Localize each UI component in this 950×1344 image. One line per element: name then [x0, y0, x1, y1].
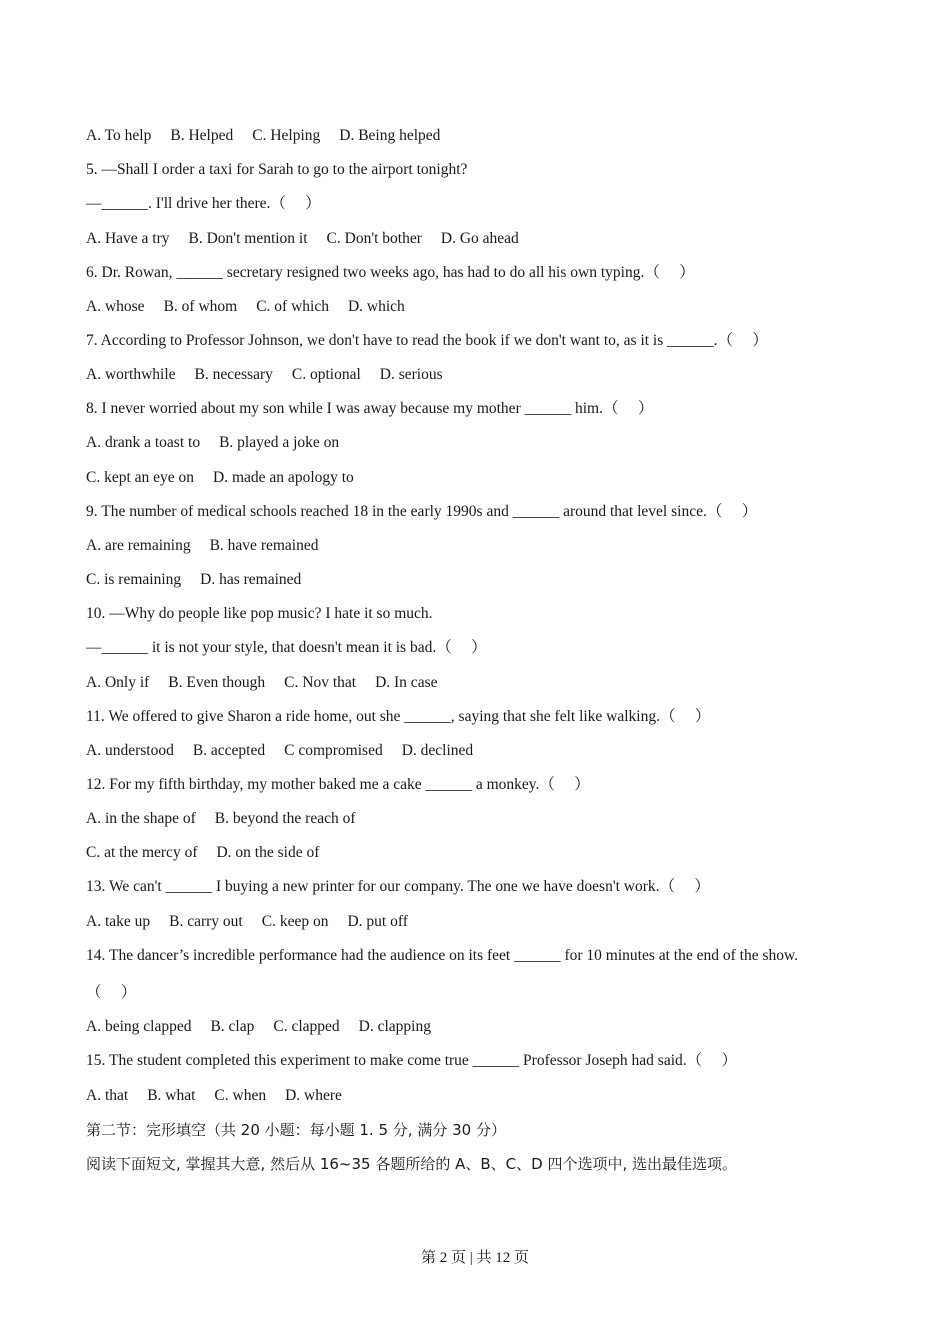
answer-option: C. Don't bother [326, 230, 422, 247]
answer-option: C compromised [284, 742, 383, 759]
answer-option: C. keep on [261, 913, 329, 930]
section-heading-text: 阅读下面短文, 掌握其大意, 然后从 16~35 各题所给的 A、B、C、D 四个选项中, 选出最佳选项。 [86, 1155, 738, 1173]
answer-options [86, 468, 910, 488]
answer-option: B. clap [210, 1018, 255, 1035]
answer-option: A. Have a try [86, 230, 170, 247]
answer-option: C. is remaining [86, 571, 182, 588]
answer-option: C. clapped [273, 1018, 340, 1035]
answer-options [86, 229, 910, 249]
question-text-span: （ ） [86, 984, 137, 1001]
question-text-span: 14. The dancer’s incredible performance had the audience on its feet ______ for 10 minutes at the end of the show. [86, 947, 799, 964]
answer-option: D. Being helped [339, 127, 441, 144]
question-text [86, 194, 910, 214]
question-text-span: 11. We offered to give Sharon a ride home, out she ______, saying that she felt like walking.（ ） [86, 708, 711, 725]
answer-option: B. of whom [163, 298, 238, 315]
question-text [86, 604, 910, 624]
answer-option: D. has remained [200, 571, 302, 588]
answer-option: A. take up [86, 913, 151, 930]
question-text-span: 9. The number of medical schools reached 18 in the early 1990s and ______ around that level since.（ ） [86, 503, 758, 520]
section-heading-text: 第二节：完形填空（共 20 小题：每小题 1. 5 分, 满分 30 分） [86, 1121, 506, 1139]
question-text-span: —______. I'll drive her there.（ ） [86, 195, 321, 212]
answer-options [86, 843, 910, 863]
answer-option: C. Helping [252, 127, 321, 144]
question-text [86, 399, 910, 419]
answer-option: D. made an apology to [213, 469, 354, 486]
question-text-span: 7. According to Professor Johnson, we don't have to read the book if we don't want to, as it is ______.（ ） [86, 332, 768, 349]
question-text [86, 263, 910, 283]
question-text [86, 160, 910, 180]
question-text [86, 502, 910, 522]
answer-option: A. in the shape of [86, 810, 196, 827]
answer-option: D. In case [375, 674, 438, 691]
answer-options [86, 536, 910, 556]
answer-option: B. carry out [169, 913, 243, 930]
question-text [86, 775, 910, 795]
answer-options [86, 365, 910, 385]
question-text [86, 1051, 910, 1071]
question-text [86, 877, 910, 897]
question-text-span: 13. We can't ______ I buying a new printer for our company. The one we have doesn't work.（ ） [86, 878, 710, 895]
answer-option: C. kept an eye on [86, 469, 195, 486]
answer-options [86, 809, 910, 829]
answer-option: C. at the mercy of [86, 844, 198, 861]
question-text-span: —______ it is not your style, that doesn't mean it is bad.（ ） [86, 639, 487, 656]
answer-options [86, 741, 910, 761]
answer-option: D. declined [401, 742, 474, 759]
answer-option: A. worthwhile [86, 366, 176, 383]
section-heading [86, 1120, 910, 1141]
answer-options [86, 1086, 910, 1106]
answer-option: B. accepted [192, 742, 266, 759]
question-text [86, 638, 910, 658]
answer-option: A. are remaining [86, 537, 191, 554]
answer-option: D. which [347, 298, 405, 315]
answer-options [86, 1017, 910, 1037]
answer-option: B. have remained [209, 537, 319, 554]
question-text-span: 10. —Why do people like pop music? I hate it so much. [86, 605, 433, 622]
answer-option: D. put off [347, 913, 408, 930]
answer-option: B. necessary [194, 366, 273, 383]
answer-options [86, 570, 910, 590]
answer-options [86, 433, 910, 453]
answer-option: C. when [214, 1087, 267, 1104]
answer-option: B. Even though [168, 674, 266, 691]
answer-option: B. what [147, 1087, 196, 1104]
answer-option: B. Helped [170, 127, 234, 144]
answer-option: A. Only if [86, 674, 150, 691]
answer-options [86, 673, 910, 693]
answer-option: C. of which [256, 298, 329, 315]
answer-option: D. serious [379, 366, 443, 383]
answer-option: C. Nov that [284, 674, 357, 691]
question-text [86, 983, 910, 1003]
question-text-span: 6. Dr. Rowan, ______ secretary resigned two weeks ago, has had to do all his own typing.（ ） [86, 264, 695, 281]
question-text-span: 15. The student completed this experiment to make come true ______ Professor Joseph had said.（ ） [86, 1052, 738, 1069]
answer-option: A. understood [86, 742, 174, 759]
page-footer: 第 2 页 | 共 12 页 [420, 1250, 529, 1266]
answer-option: A. To help [86, 127, 152, 144]
answer-option: A. being clapped [86, 1018, 192, 1035]
answer-option: D. on the side of [216, 844, 320, 861]
answer-option: B. played a joke on [219, 434, 340, 451]
answer-option: B. beyond the reach of [214, 810, 356, 827]
answer-options [86, 297, 910, 317]
answer-option: D. clapping [358, 1018, 431, 1035]
answer-option: B. Don't mention it [188, 230, 308, 247]
answer-option: C. optional [291, 366, 361, 383]
answer-option: A. drank a toast to [86, 434, 201, 451]
question-text [86, 331, 910, 351]
answer-option: D. Go ahead [440, 230, 519, 247]
answer-option: A. that [86, 1087, 129, 1104]
section-heading [86, 1154, 910, 1175]
answer-option: D. where [285, 1087, 342, 1104]
question-text-span: 12. For my fifth birthday, my mother baked me a cake ______ a monkey.（ ） [86, 776, 590, 793]
answer-option: A. whose [86, 298, 145, 315]
question-text-span: 8. I never worried about my son while I was away because my mother ______ him.（ ） [86, 400, 654, 417]
question-text [86, 707, 910, 727]
answer-options [86, 912, 910, 932]
question-text [86, 946, 910, 966]
answer-options [86, 126, 910, 146]
question-text-span: 5. —Shall I order a taxi for Sarah to go to the airport tonight? [86, 161, 468, 178]
